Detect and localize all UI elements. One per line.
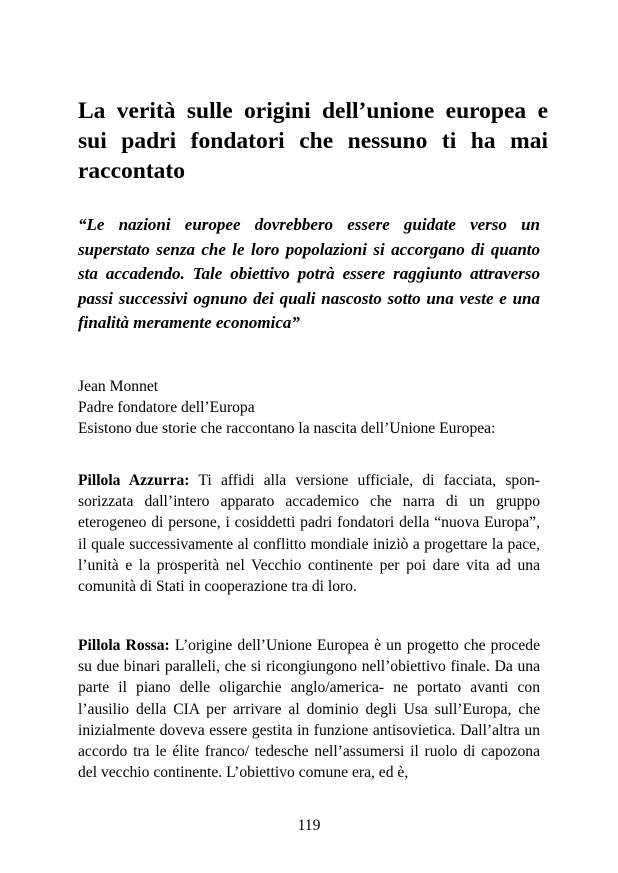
paragraph-label: Pillola Rossa:: [78, 637, 170, 654]
chapter-title: La verità sulle origini dell’unione europea e sui padri fondatori che nessuno ti ha mai raccontato: [78, 98, 548, 184]
intro-sentence: Esistono due storie che raccontano la nascita dell’Unione Europea:: [78, 420, 496, 438]
paragraph-label: Pillola Azzurra:: [78, 472, 190, 489]
quote-attribution: [78, 376, 540, 440]
quote-author-role: Padre fondatore dell’Europa: [78, 399, 255, 417]
quote-author: Jean Monnet: [78, 378, 159, 395]
paragraph-red-pill: [78, 635, 540, 783]
epigraph-quote: “Le nazioni europee dovrebbero essere guidate verso un superstato senza che le loro popolazioni si accorgano di quanto sta accadendo. Tale obiettivo potrà essere raggiunto attraverso passi successivi ognuno dei quali nascosto sotto una veste e una finalità meramente economica”: [78, 215, 540, 333]
page-number: 119: [297, 817, 321, 834]
paragraph-text: L’origine dell’Unione Europea è un progetto che procede su due binari paralleli, che si ricongiungono nell’obiettivo finale. Da una parte il piano delle oligarchie anglo/america- ne portato avanti con l’ausilio della CIA per arrivare al dominio degli Usa sull’Europa, che inizialmente doveva essere gestita in funzione antisovietica. Dall’altra un accordo tra le élite franco/ tedesche nell’assumersi il ruolo di capozona del vecchio continente. L’obiettivo comune era, ed è,: [78, 637, 540, 782]
paragraph-blue-pill: [78, 470, 540, 597]
paragraph-text: Ti affidi alla versione ufficiale, di facciata, spon- sorizzata dall’intero apparato accademico che narra di un gruppo eterogeneo di persone, i cosiddetti padri fondatori della “nuova Europa”, il quale successivamente al conflitto mondiale iniziò a progettare la pace, l’unità e la prosperità nel Vecchio continente per poi dare vita ad una comunità di Stati in cooperazione tra di loro.: [78, 472, 540, 596]
